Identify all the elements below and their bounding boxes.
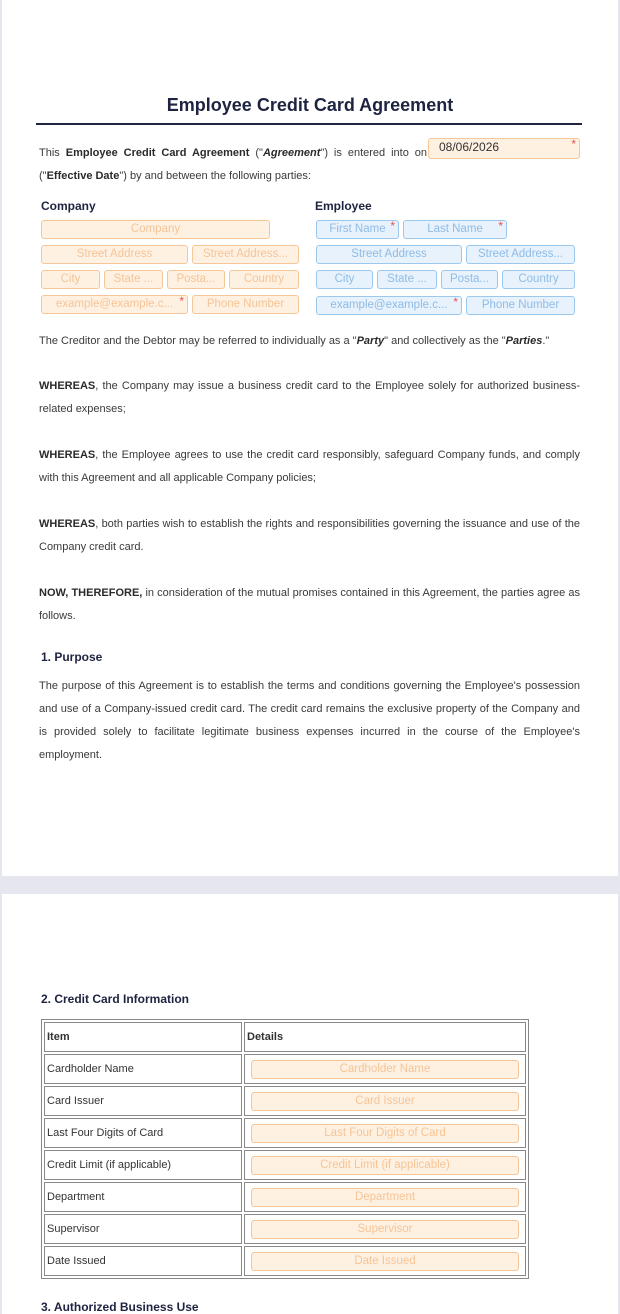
employee-email-field[interactable]: example@example.c... * xyxy=(316,296,462,315)
date-issued-field[interactable]: Date Issued xyxy=(251,1252,519,1271)
table-row xyxy=(44,1182,526,1212)
company-street2-field[interactable]: Street Address... xyxy=(192,245,299,264)
company-city-field[interactable]: City xyxy=(41,270,100,289)
employee-city-field[interactable]: City xyxy=(316,270,373,289)
employee-country-field[interactable]: Country xyxy=(502,270,575,289)
now-therefore-clause: NOW, THEREFORE, in consideration of the mutual promises contained in this Agreement, the parties agree as follows. xyxy=(39,587,580,622)
section-3-heading: 3. Authorized Business Use xyxy=(41,1300,199,1314)
parties-note: The Creditor and the Debtor may be referred to individually as a "Party" and collectively as the "Parties." xyxy=(39,335,550,347)
whereas-clause-2: WHEREAS, the Employee agrees to use the credit card responsibly, safeguard Company funds, and comply with this Agreement and all applicable Company policies; xyxy=(39,449,580,484)
cardholder-name-field[interactable]: Cardholder Name xyxy=(251,1060,519,1079)
employee-state-field[interactable]: State ... xyxy=(377,270,437,289)
table-row xyxy=(44,1118,526,1148)
table-row xyxy=(44,1214,526,1244)
section-1-heading: 1. Purpose xyxy=(41,650,103,664)
whereas-clause-3: WHEREAS, both parties wish to establish the rights and responsibilities governing the issuance and use of the Company credit card. xyxy=(39,518,580,553)
employee-street2-field[interactable]: Street Address... xyxy=(466,245,575,264)
table-row xyxy=(44,1150,526,1180)
department-field[interactable]: Department xyxy=(251,1188,519,1207)
row-label: Credit Limit (if applicable) xyxy=(44,1150,242,1180)
employee-street-field[interactable]: Street Address xyxy=(316,245,462,264)
company-postal-field[interactable]: Posta... xyxy=(167,270,225,289)
row-label: Cardholder Name xyxy=(44,1054,242,1084)
section-1-text: The purpose of this Agreement is to establish the terms and conditions governing the Employee's possession and use of a Company-issued credit card. The credit card remains the exclusive property of the Company and is provided solely to facilitate legitimate business expenses incurred in the course of the Employee's employment. xyxy=(39,680,580,761)
document-title: Employee Credit Card Agreement xyxy=(166,95,454,115)
last-four-digits-field[interactable]: Last Four Digits of Card xyxy=(251,1124,519,1143)
row-label: Department xyxy=(44,1182,242,1212)
employee-first-name-field[interactable]: First Name * xyxy=(316,220,399,239)
row-label: Supervisor xyxy=(44,1214,242,1244)
employee-heading: Employee xyxy=(315,199,372,213)
company-state-field[interactable]: State ... xyxy=(104,270,163,289)
company-email-field[interactable]: example@example.c... * xyxy=(41,295,188,314)
supervisor-field[interactable]: Supervisor xyxy=(251,1220,519,1239)
employee-last-name-field[interactable]: Last Name * xyxy=(403,220,507,239)
card-issuer-field[interactable]: Card Issuer xyxy=(251,1092,519,1111)
title-divider xyxy=(36,123,582,125)
table-header-row xyxy=(44,1022,526,1052)
effective-date-field[interactable]: 08/06/2026 * xyxy=(428,138,580,159)
intro-paragraph: This Employee Credit Card Agreement ("Agreement") is entered into on ("Effective Date") by and between the following parties: xyxy=(39,147,427,182)
company-country-field[interactable]: Country xyxy=(229,270,299,289)
whereas-clause-1: WHEREAS, the Company may issue a business credit card to the Employee solely for authorized business-related expenses; xyxy=(39,380,580,415)
company-phone-field[interactable]: Phone Number xyxy=(192,295,299,314)
employee-phone-field[interactable]: Phone Number xyxy=(466,296,575,315)
column-header-details: Details xyxy=(244,1022,526,1052)
company-street-field[interactable]: Street Address xyxy=(41,245,188,264)
table-row xyxy=(44,1246,526,1276)
column-header-item: Item xyxy=(44,1022,242,1052)
table-row xyxy=(44,1054,526,1084)
credit-limit-field[interactable]: Credit Limit (if applicable) xyxy=(251,1156,519,1175)
company-heading: Company xyxy=(41,199,96,213)
company-name-field[interactable]: Company xyxy=(41,220,270,239)
employee-postal-field[interactable]: Posta... xyxy=(441,270,498,289)
credit-card-info-table xyxy=(41,1019,529,1279)
table-row xyxy=(44,1086,526,1116)
row-label: Date Issued xyxy=(44,1246,242,1276)
row-label: Last Four Digits of Card xyxy=(44,1118,242,1148)
row-label: Card Issuer xyxy=(44,1086,242,1116)
section-2-heading: 2. Credit Card Information xyxy=(41,992,190,1006)
